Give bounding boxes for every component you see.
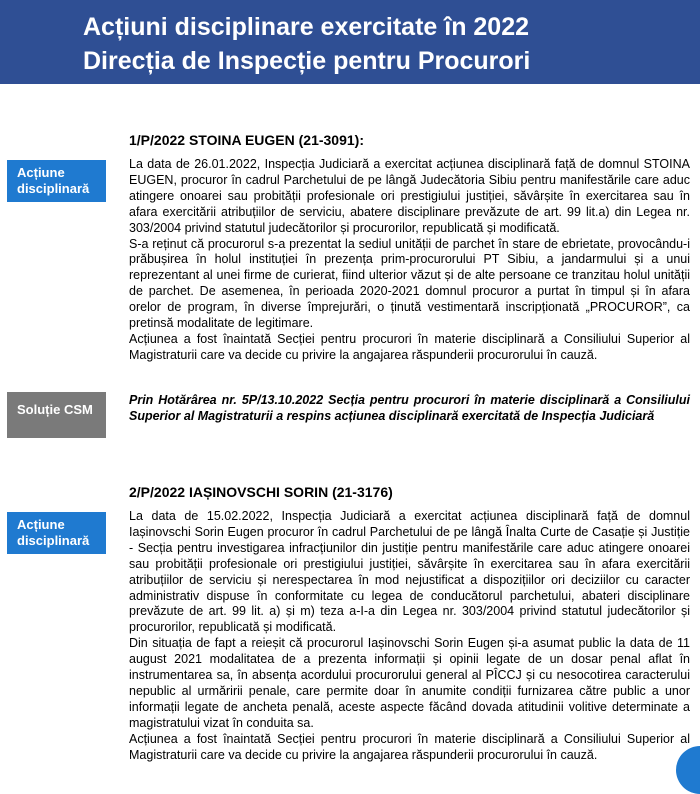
action-tag: Acțiune disciplinară bbox=[7, 512, 106, 554]
paragraph: La data de 15.02.2022, Inspecția Judiciară a exercitat acțiunea disciplinară față de domnul Iașinovschi Sorin Eugen procuror în cadrul Parchetului de pe lângă Înalta Curte de Casație și Justiție - Secția pentru investigarea infracțiunilor din justiție pentru manifestările care aduc atingere onoarei sau probității profesionale ori prestigiului justiției, săvârșite în exercitarea sau în afara exercitării atribuțiilor de serviciu și nerespectarea în mod nejustificat a dispozițiilor ori deciziilor cu caracter administrativ dispuse în conformitate cu legea de conducătorul parchetului, abateri disciplinare prevăzute de art. 99 lit. a) și m) teza a-I-a din Legea nr. 303/2004 privind statutul judecătorilor și procurorilor, republicată și modificată. bbox=[129, 509, 690, 635]
page-header bbox=[0, 0, 700, 84]
case-description bbox=[129, 509, 690, 764]
solution-tag: Soluție CSM bbox=[7, 392, 106, 438]
paragraph: La data de 26.01.2022, Inspecția Judiciară a exercitat acțiunea disciplinară față de domnul STOINA EUGEN, procuror în cadrul Parchetului de pe lângă Judecătoria Sibiu pentru manifestările care aduc atingere onoarei sau probității profesionale ori prestigiului justiției, săvârșite în exercitarea sau în afara exercitării atribuțiilor de serviciu, abatere disciplinare prevăzute de art. 99 lit.a) din Legea nr. 303/2004 privind statutul judecătorilor și procurorilor, republicată și modificată. bbox=[129, 157, 690, 235]
paragraph: Din situația de fapt a reieșit că procurorul Iașinovschi Sorin Eugen și-a asumat public la data de 11 august 2021 modalitatea de a prezenta informații și opinii legate de un dosar penal aflat în instrumentarea sa, în absența acordului procurorului general al PÎCCJ și cu nesocotirea caracterului nepublic al urmăririi penale, care permite doar în anumite condiții furnizarea către public a unor informații legate de ancheta penală, aceste aspecte făcând dovada atitudinii volitive determinate a magistratului vizat în conduita sa. bbox=[129, 636, 690, 730]
action-tag: Acțiune disciplinară bbox=[7, 160, 106, 202]
case-title: 1/P/2022 STOINA EUGEN (21-3091): bbox=[129, 132, 364, 148]
case-description bbox=[129, 157, 690, 364]
header-subtitle: Direcția de Inspecție pentru Procurori bbox=[83, 47, 531, 75]
paragraph: Acțiunea a fost înaintată Secției pentru procurori în materie disciplinară a Consiliului Superior al Magistraturii care va decide cu privire la angajarea răspunderii procurorului în cauză. bbox=[129, 331, 690, 362]
header-title: Acțiuni disciplinare exercitate în 2022 bbox=[83, 13, 530, 41]
paragraph: Acțiunea a fost înaintată Secției pentru procurori în materie disciplinară a Consiliului Superior al Magistraturii care va decide cu privire la angajarea răspunderii procurorului în cauză. bbox=[129, 731, 690, 762]
solution-text: Prin Hotărârea nr. 5P/13.10.2022 Secția pentru procurori în materie disciplinară a Consiliului Superior al Magistraturii a respins acțiunea disciplinară exercitată de Inspecția Judiciară bbox=[129, 393, 690, 423]
case-title: 2/P/2022 IAȘINOVSCHI SORIN (21-3176) bbox=[129, 484, 393, 500]
paragraph: S-a reținut că procurorul s-a prezentat la sediul unității de parchet în stare de ebrietate, provocându-i prăbușirea în holul instituției în prezența prim-procurorului PT Sibiu, a jandarmului și a unui reprezentant al unei firme de curierat, fiind ulterior văzut și de alte persoane ce tranzitau holul unității de parchet. De asemenea, în perioada 2020-2021 domnul procuror a purtat în timpul și în afara orelor de program, în diverse împrejurări, o ținută vestimentară inscripționată „PROCUROR”, ca pretinsă modalitate de legitimare. bbox=[129, 236, 690, 331]
